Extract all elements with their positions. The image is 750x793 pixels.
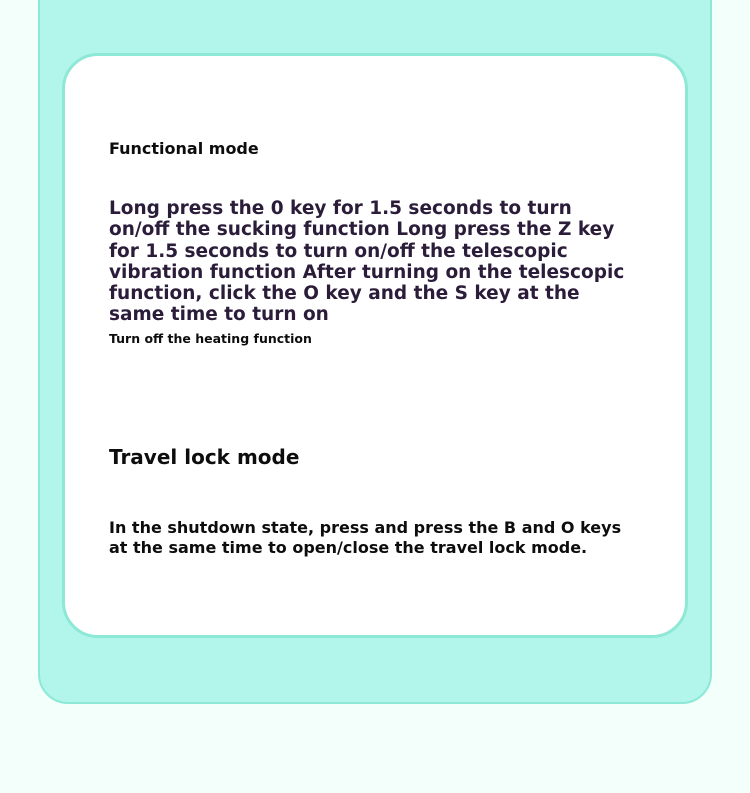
functional-mode-title: Functional mode	[109, 139, 259, 158]
travel-lock-mode-description: In the shutdown state, press and press the B and O keys at the same time to open/close the travel lock mode.	[109, 518, 622, 557]
functional-mode-description: Long press the 0 key for 1.5 seconds to turn on/off the sucking function Long press the Z key for 1.5 seconds to turn on/off the telescopic vibration function After turning on the telescopic function, click the O key and the S key at the same time to turn on	[109, 198, 625, 326]
travel-lock-mode-title: Travel lock mode	[109, 445, 300, 469]
heating-function-subtext: Turn off the heating function	[109, 331, 312, 346]
